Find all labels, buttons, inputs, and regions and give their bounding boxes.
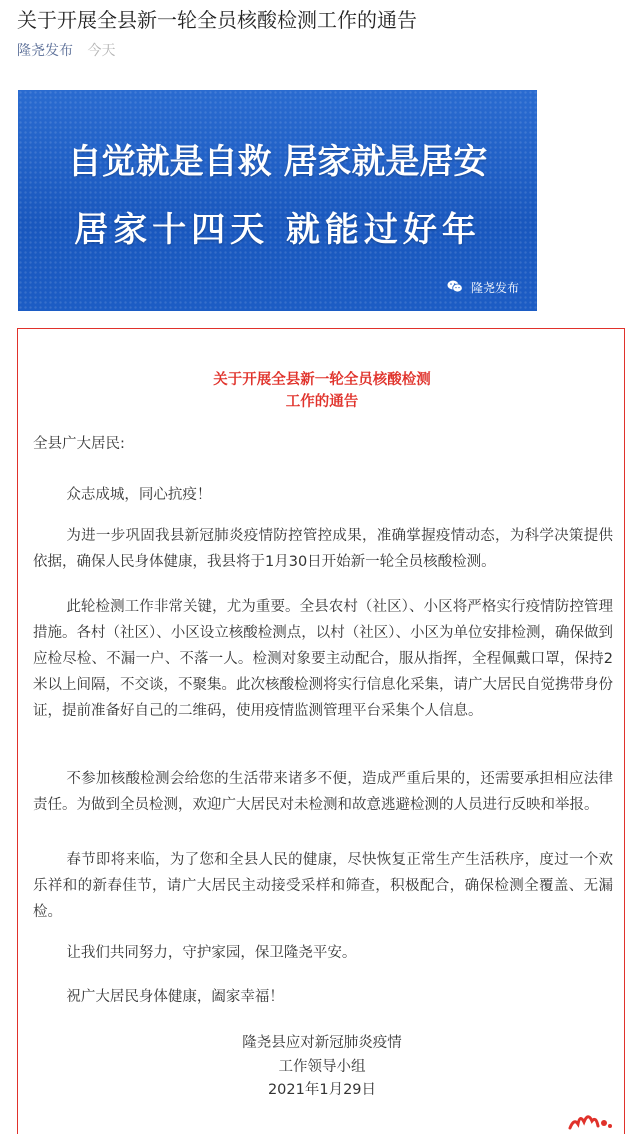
notice-paragraph: 让我们共同努力，守护家园，保卫隆尧平安。 <box>66 945 357 961</box>
banner-slogan-line-1: 自觉就是自救 居家就是居安 <box>67 142 488 182</box>
notice-title-line-2: 工作的通告 <box>285 394 359 410</box>
notice-paragraph: 为进一步巩固我县新冠肺炎疫情防控管控成果，准确掌握疫情动态，为科学决策提供依据，确保人民身体健康，我县将于1月30日开始新一轮全员核酸检测。 <box>33 528 613 570</box>
banner-image <box>18 90 537 311</box>
notice-paragraph: 众志成城，同心抗疫！ <box>66 487 212 503</box>
decorative-ornament-icon <box>566 1108 614 1134</box>
notice-paragraph: 不参加核酸检测会给您的生活带来诸多不便，造成严重后果的，还需要承担相应法律责任。为做到全员检测，欢迎广大居民对未检测和故意逃避检测的人员进行反映和举报。 <box>33 771 613 813</box>
notice-paragraph: 此轮检测工作非常关键，尤为重要。全县农村（社区）、小区将严格实行疫情防控管理措施。各村（社区）、小区设立核酸检测点，以村（社区）、小区为单位安排检测，确保做到应检尽检、不漏一户、不落一人。检测对象要主动配合，服从指挥，全程佩戴口罩，保持2米以上间隔，不交谈，不聚集。此次核酸检测将实行信息化采集，请广大居民自觉携带身份证，提前准备好自己的二维码，使用疫情监测管理平台采集个人信息。 <box>33 599 613 719</box>
notice-box <box>17 328 625 1134</box>
notice-paragraph: 春节即将来临，为了您和全县人民的健康，尽快恢复正常生产生活秩序，度过一个欢乐祥和的新春佳节，请广大居民主动接受采样和筛查，积极配合，确保检测全覆盖、无漏检。 <box>33 852 613 920</box>
article-meta <box>17 42 115 60</box>
publish-date: 今天 <box>87 43 116 59</box>
notice-salutation: 全县广大居民: <box>33 436 125 452</box>
account-name-link[interactable]: 隆尧发布 <box>17 43 73 59</box>
signature-organization: 隆尧县应对新冠肺炎疫情 <box>242 1035 402 1051</box>
banner-watermark <box>447 280 519 297</box>
banner-slogan-line-2: 居家十四天 就能过好年 <box>74 210 481 250</box>
notice-paragraph: 祝广大居民身体健康，阖家幸福！ <box>66 989 284 1005</box>
article-title: 关于开展全县新一轮全员核酸检测工作的通告 <box>17 8 417 32</box>
signature-date: 2021年1月29日 <box>267 1082 377 1098</box>
wechat-icon <box>447 280 463 297</box>
signature-group: 工作领导小组 <box>278 1059 366 1075</box>
banner-watermark-text: 隆尧发布 <box>470 281 519 295</box>
notice-title-line-1: 关于开展全县新一轮全员核酸检测 <box>213 372 431 388</box>
